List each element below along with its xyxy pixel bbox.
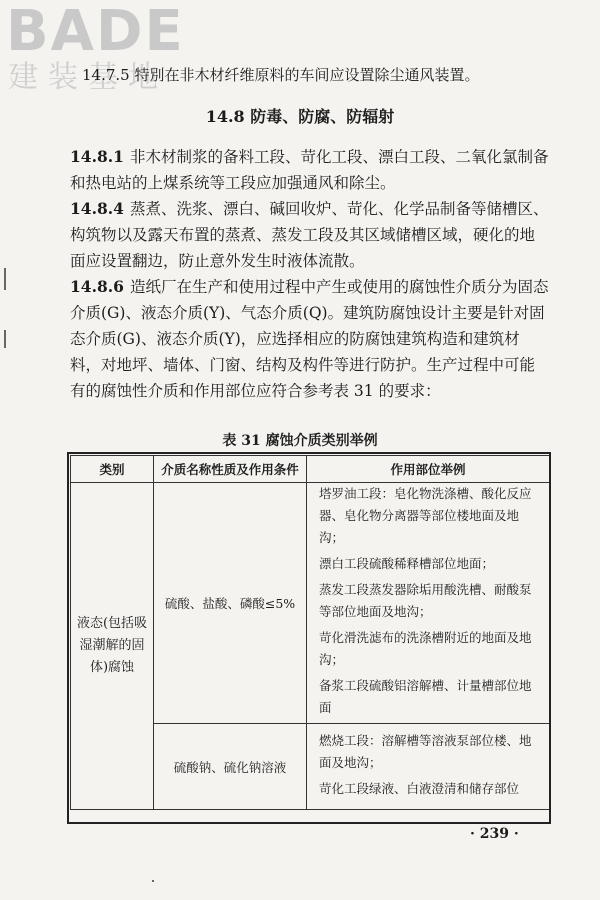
location-cell xyxy=(307,483,550,724)
location-item: 漂白工段硫酸稀释槽部位地面； xyxy=(319,556,495,571)
watermark-subtitle: 建装基地 xyxy=(8,60,168,95)
location-item: 备浆工段硫酸铝溶解槽、计量槽部位地面 xyxy=(319,678,532,715)
watermark-logo: BADE xyxy=(6,0,185,64)
scan-mark xyxy=(4,330,6,348)
clause-number: 14.8.6 xyxy=(70,277,124,296)
paragraph-continuation: 14.7.5 特別在非木材纤维原料的车间应设置除尘通风装置。 xyxy=(82,66,480,84)
table-header-row xyxy=(71,456,550,483)
clause-14-8-6 xyxy=(70,274,550,404)
clause-number: 14.8.4 xyxy=(70,199,124,218)
header-location: 作用部位举例 xyxy=(307,456,550,483)
scan-mark xyxy=(4,268,6,290)
clause-text: 非木材制浆的备料工段、苛化工段、漂白工段、二氧化氯制备和热电站的上煤系统等工段应加强通风和除尘。 xyxy=(70,148,549,192)
scan-mark xyxy=(152,880,154,882)
location-item: 塔罗油工段：皂化物洗涤槽、酸化反应器、皂化物分离器等部位楼地面及地沟； xyxy=(319,486,532,545)
page-number: · 239 · xyxy=(470,826,519,842)
clause-number: 14.8.1 xyxy=(70,147,124,166)
header-category: 类别 xyxy=(71,456,154,483)
location-item: 蒸发工段蒸发器除垢用酸洗槽、耐酸泵等部位地面及地沟； xyxy=(319,582,532,619)
corrosion-table xyxy=(70,455,550,810)
table-title: 表 31 腐蚀介质类别举例 xyxy=(222,433,378,449)
location-cell xyxy=(307,724,550,810)
clause-text: 蒸煮、洗浆、漂白、碱回收炉、苛化、化学品制备等储槽区、构筑物以及露天布置的蒸煮、蒸发工段及其区域储槽区域，硬化的地面应设置翻边，防止意外发生时液体流散。 xyxy=(70,200,549,270)
clause-text: 造纸厂在生产和使用过程中产生或使用的腐蚀性介质分为固态介质(G)、液态介质(Y)、气态介质(Q)。建筑防腐蚀设计主要是针对固态介质(G)、液态介质(Y)，应选择相应的防腐蚀建筑构造和建筑材料，对地坪、墙体、门窗、结构及构件等进行防护。生产过程中可能有的腐蚀性介质和作用部位应符合参考表 31 的要求： xyxy=(70,278,549,400)
table-row xyxy=(71,483,550,724)
category-cell: 液态(包括吸湿潮解的固体)腐蚀 xyxy=(71,483,154,810)
location-item: 燃烧工段：溶解槽等溶液泵部位楼、地面及地沟； xyxy=(319,732,532,770)
location-item: 苛化滑洗滤布的洗涤槽附近的地面及地沟； xyxy=(319,630,532,667)
medium-cell: 硫酸、盐酸、磷酸≤5% xyxy=(154,483,307,724)
clause-14-8-4 xyxy=(70,196,550,274)
clause-14-8-1 xyxy=(70,144,550,196)
location-item: 苛化工段绿液、白液澄清和储存部位 xyxy=(319,780,520,796)
header-medium: 介质名称性质及作用条件 xyxy=(154,456,307,483)
medium-cell: 硫酸钠、硫化钠溶液 xyxy=(154,724,307,810)
section-title: 14.8 防毒、防腐、防辐射 xyxy=(205,107,395,126)
